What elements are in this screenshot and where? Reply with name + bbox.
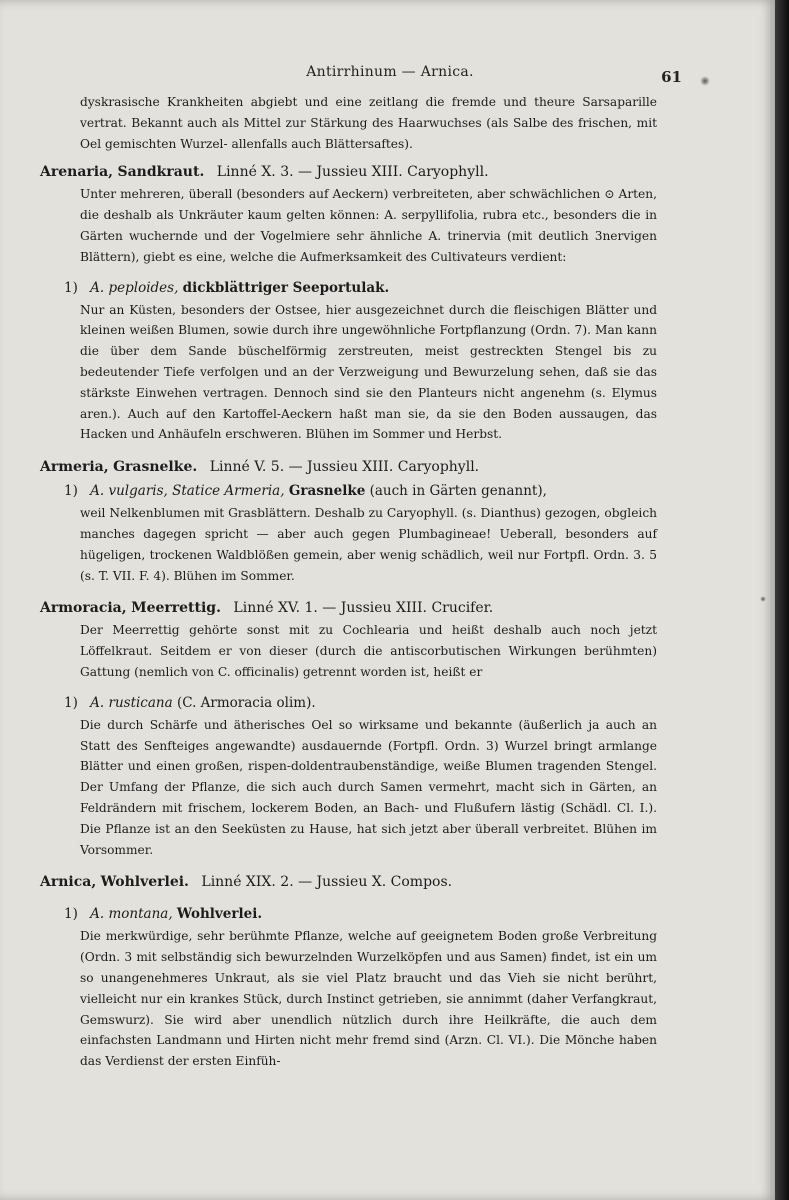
species-text-rusticana: Die durch Schärfe und ätherisches Oel so wirksame und bekannte (äußerlich ja auch an Statt des Senfteiges angewandte) ausdauernde (Fortpfl. Ordn. 3) Wurzel bringt armlange Blätter und einen großen, rispen-doldentraubenständige, weiße Blumen tragenden Stengel. Der Umfang der Pflanze, die sich auch durch Samen vermehrt, macht sich in Gärten, an Feldrändern mit frischem, lockerem Boden, an Bach- und Flußufern lästig (Schädl. Cl. I.). Die Pflanze ist an den Seeküsten zu Hause, hat sich jetzt aber überall verbreitet. Blühen im Vorsommer. xyxy=(80,717,657,857)
entry-german-name: Grasnelke. xyxy=(113,459,198,476)
entry-heading-armeria xyxy=(40,455,657,479)
species-number: 1) xyxy=(64,483,78,500)
species-number: 1) xyxy=(64,694,78,711)
species-german-name: dickblättriger Seeportulak. xyxy=(182,279,390,296)
entry-text-armoracia: Der Meerrettig gehörte sonst mit zu Cochlearia und heißt deshalb auch noch jetzt Löffelkraut. Seitdem er von dieser (durch die antiscorbutischen Wirkungen berühmten) Gattung (nemlich von C. officinalis) getrennt worden ist, heißt er xyxy=(80,623,657,679)
ink-smudge xyxy=(700,76,710,86)
entry-german-name: Meerrettig. xyxy=(131,600,221,617)
species-german-name: Wohlverlei. xyxy=(176,906,263,923)
species-number: 1) xyxy=(64,279,78,296)
species-heading-montana xyxy=(64,902,657,926)
species-text-peploides: Nur an Küsten, besonders der Ostsee, hier ausgezeichnet durch die fleischigen Blätter und kleinen weißen Blumen, sowie durch ihre ungewöhnliche Fortpflanzung (Ordn. 7). Man kann die über dem Sande büschelförmig zerstreuten, meist gestreckten Stengel bis zu bedeutender Tiefe verfolgen und an der Verzweigung und Bewurzelung sehen, daß sie das stärkste Einwehen vertragen. Dennoch sind sie den Planteurs nicht angenehm (s. Elymus aren.). Auch auf den Kartoffel-Aeckern haßt man sie, da sie den Boden aussaugen, das Hacken und Anhäufeln erschweren. Blühen im Sommer und Herbst. xyxy=(80,302,657,442)
species-number: 1) xyxy=(64,906,78,923)
entry-classification: Linné X. 3. — Jussieu XIII. Caryophyll. xyxy=(216,164,489,181)
species-latin-name: A. peploides, xyxy=(90,279,179,296)
species-latin-name: A. montana, xyxy=(90,906,173,923)
species-heading-rusticana xyxy=(64,691,657,715)
entry-german-name: Wohlverlei. xyxy=(100,874,189,891)
entry-heading-arenaria xyxy=(40,160,657,184)
species-heading-vulgaris xyxy=(64,479,657,503)
page-number: 61 xyxy=(661,68,682,86)
entry-classification: Linné XIX. 2. — Jussieu X. Compos. xyxy=(201,874,453,891)
entry-classification: Linné V. 5. — Jussieu XIII. Caryophyll. xyxy=(209,459,480,476)
intro-paragraph: dyskrasische Krankheiten abgiebt und eine zeitlang die fremde und theure Sarsaparille vertrat. Bekannt auch als Mittel zur Stärkung des Haarwuchses (als Salbe des frischen, mit Oel gemischten Wurzel- allenfalls auch Blättersaftes). xyxy=(80,95,657,151)
entry-latin-name: Arnica, xyxy=(40,874,97,891)
species-text-montana: Die merkwürdige, sehr berühmte Pflanze, welche auf geeignetem Boden große Verbreitung (Ordn. 3 mit selbständig sich bewurzelnden Wurzelköpfen und aus Samen) findet, ist ein um so unangenehmeres Unkraut, als sie viel Platz braucht und das Vieh sie nicht berührt, vielleicht nur ein krankes Stück, durch Instinct getrieben, sie annimmt (daher Verfangkraut, Gemswurz). Sie wird aber unendlich nützlich durch ihre Heilkräfte, die auch dem einfachsten Landmann und Hirten nicht mehr fremd sind (Arzn. Cl. VI.). Die Mönche haben das Verdienst der ersten Einfüh- xyxy=(80,929,657,1069)
running-title: Antirrhinum — Arnica. xyxy=(306,64,474,80)
entry-latin-name: Armoracia, xyxy=(40,600,127,617)
species-heading-peploides xyxy=(64,276,657,300)
species-german-name: Grasnelke xyxy=(288,483,366,500)
species-text-vulgaris: weil Nelkenblumen mit Grasblättern. Deshalb zu Caryophyll. (s. Dianthus) gezogen, obgleich manches dagegen spricht — aber auch gegen Plumbagineae! Ueberall, besonders auf hügeligen, trockenen Waldblößen gemein, aber wenig schädlich, weil nur Fortpfl. Ordn. 3. 5 (s. T. VII. F. 4). Blühen im Sommer. xyxy=(80,506,657,583)
page-edge-shadow xyxy=(775,0,789,1200)
page-header xyxy=(40,64,740,84)
entry-heading-armoracia xyxy=(40,596,657,620)
entry-latin-name: Armeria, xyxy=(40,459,109,476)
entry-classification: Linné XV. 1. — Jussieu XIII. Crucifer. xyxy=(233,600,494,617)
entry-heading-arnica xyxy=(40,870,657,894)
page-content xyxy=(40,92,657,1072)
species-latin-name: A. rusticana xyxy=(90,694,173,711)
species-german-suffix: (auch in Gärten genannt), xyxy=(369,483,547,500)
ink-smudge xyxy=(760,596,766,602)
entry-german-name: Sandkraut. xyxy=(117,164,205,181)
entry-latin-name: Arenaria, xyxy=(40,164,114,181)
entry-text-arenaria: Unter mehreren, überall (besonders auf Aeckern) verbreiteten, aber schwächlichen ⊙ Arten, die deshalb als Unkräuter kaum gelten können: A. serpyllifolia, rubra etc., besonders die in Gärten wuchernde und der Vogelmiere sehr ähnliche A. trinervia (mit deutlich 3nervigen Blättern), giebt es eine, welche die Aufmerksamkeit des Cultivateurs verdient: xyxy=(80,187,657,264)
species-latin-name: A. vulgaris, Statice Armeria, xyxy=(90,483,285,500)
species-latin-suffix: (C. Armoracia olim). xyxy=(176,694,316,711)
